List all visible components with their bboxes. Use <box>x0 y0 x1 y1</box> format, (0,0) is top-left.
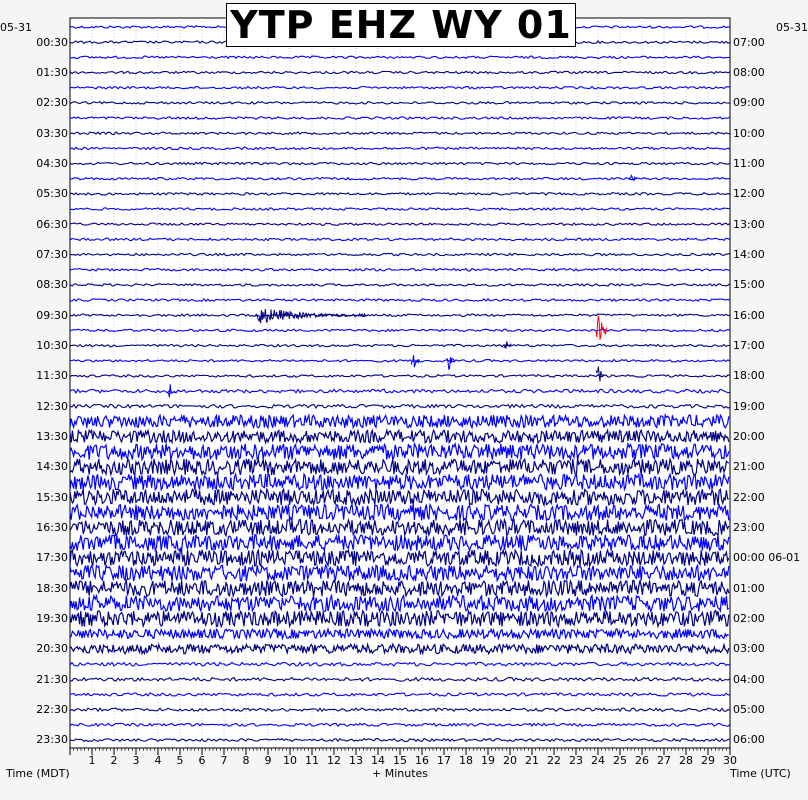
x-tick-label: 8 <box>242 754 250 767</box>
right-tick-label: 18:00 <box>733 369 765 383</box>
chart-title: YTP EHZ WY 01 <box>230 3 572 47</box>
left-tick-label: 13:30 <box>36 430 68 444</box>
x-tick-label: 27 <box>657 754 671 767</box>
left-tick-label: 17:30 <box>36 551 68 565</box>
date-right: 05-31 <box>776 21 808 34</box>
x-tick-label: 7 <box>220 754 228 767</box>
right-tick-label: 14:00 <box>733 248 765 262</box>
right-tick-label: 07:00 <box>733 35 765 49</box>
right-axis-label: Time (UTC) <box>730 767 791 780</box>
left-tick-label: 20:30 <box>36 642 68 656</box>
left-tick-label: 22:30 <box>36 703 68 717</box>
x-tick-label: 19 <box>481 754 495 767</box>
right-tick-label: 19:00 <box>733 399 765 413</box>
x-tick-label: 14 <box>371 754 385 767</box>
left-tick-label: 04:30 <box>36 157 68 171</box>
x-tick-label: 24 <box>591 754 605 767</box>
right-tick-label: 13:00 <box>733 217 765 231</box>
left-tick-label: 21:30 <box>36 672 68 686</box>
left-tick-label: 15:30 <box>36 490 68 504</box>
left-tick-label: 06:30 <box>36 217 68 231</box>
x-tick-label: 16 <box>415 754 429 767</box>
right-tick-label: 00:00 06-01 <box>733 551 801 565</box>
right-tick-label: 04:00 <box>733 672 765 686</box>
x-tick-label: 29 <box>701 754 715 767</box>
left-tick-label: 19:30 <box>36 612 68 626</box>
x-tick-label: 22 <box>547 754 561 767</box>
left-tick-label: 16:30 <box>36 521 68 535</box>
x-tick-label: 2 <box>110 754 118 767</box>
left-tick-label: 10:30 <box>36 339 68 353</box>
left-tick-label: 00:30 <box>36 35 68 49</box>
right-tick-label: 02:00 <box>733 612 765 626</box>
x-tick-label: 3 <box>132 754 140 767</box>
right-tick-label: 22:00 <box>733 490 765 504</box>
left-tick-label: 02:30 <box>36 96 68 110</box>
left-axis-label: Time (MDT) <box>6 767 70 780</box>
right-tick-label: 06:00 <box>733 733 765 747</box>
x-tick-label: 6 <box>198 754 206 767</box>
left-tick-label: 18:30 <box>36 581 68 595</box>
left-tick-label: 11:30 <box>36 369 68 383</box>
x-tick-label: 25 <box>613 754 627 767</box>
right-tick-label: 05:00 <box>733 703 765 717</box>
plot-background <box>70 18 730 748</box>
right-tick-label: 09:00 <box>733 96 765 110</box>
x-tick-label: 13 <box>349 754 363 767</box>
x-tick-label: 21 <box>525 754 539 767</box>
x-tick-label: 20 <box>503 754 517 767</box>
date-left: 05-31 <box>0 21 32 34</box>
x-tick-label: 5 <box>176 754 184 767</box>
x-tick-label: 18 <box>459 754 473 767</box>
right-tick-label: 20:00 <box>733 430 765 444</box>
x-tick-label: 28 <box>679 754 693 767</box>
right-tick-label: 11:00 <box>733 157 765 171</box>
left-tick-label: 07:30 <box>36 248 68 262</box>
x-tick-label: 11 <box>305 754 319 767</box>
right-tick-label: 03:00 <box>733 642 765 656</box>
right-tick-label: 10:00 <box>733 126 765 140</box>
x-tick-label: 12 <box>327 754 341 767</box>
right-tick-label: 21:00 <box>733 460 765 474</box>
left-tick-label: 23:30 <box>36 733 68 747</box>
x-axis-label: + Minutes <box>372 767 429 780</box>
x-tick-label: 9 <box>264 754 272 767</box>
x-tick-label: 23 <box>569 754 583 767</box>
left-tick-label: 03:30 <box>36 126 68 140</box>
right-tick-label: 01:00 <box>733 581 765 595</box>
left-tick-label: 14:30 <box>36 460 68 474</box>
x-tick-label: 4 <box>154 754 162 767</box>
x-tick-label: 26 <box>635 754 649 767</box>
right-tick-label: 16:00 <box>733 308 765 322</box>
chart-title-box <box>226 3 576 47</box>
right-tick-label: 12:00 <box>733 187 765 201</box>
left-tick-label: 05:30 <box>36 187 68 201</box>
right-tick-label: 23:00 <box>733 521 765 535</box>
x-ticks <box>70 748 737 767</box>
x-tick-label: 10 <box>283 754 297 767</box>
left-tick-label: 12:30 <box>36 399 68 413</box>
right-tick-label: 08:00 <box>733 66 765 79</box>
left-tick-label: 08:30 <box>36 278 68 292</box>
left-tick-label: 01:30 <box>36 66 68 79</box>
x-tick-label: 30 <box>723 754 737 767</box>
right-tick-label: 15:00 <box>733 278 765 292</box>
x-tick-label: 1 <box>88 754 96 767</box>
right-tick-label: 17:00 <box>733 339 765 353</box>
x-tick-label: 17 <box>437 754 451 767</box>
x-tick-label: 15 <box>393 754 407 767</box>
left-tick-label: 09:30 <box>36 308 68 322</box>
